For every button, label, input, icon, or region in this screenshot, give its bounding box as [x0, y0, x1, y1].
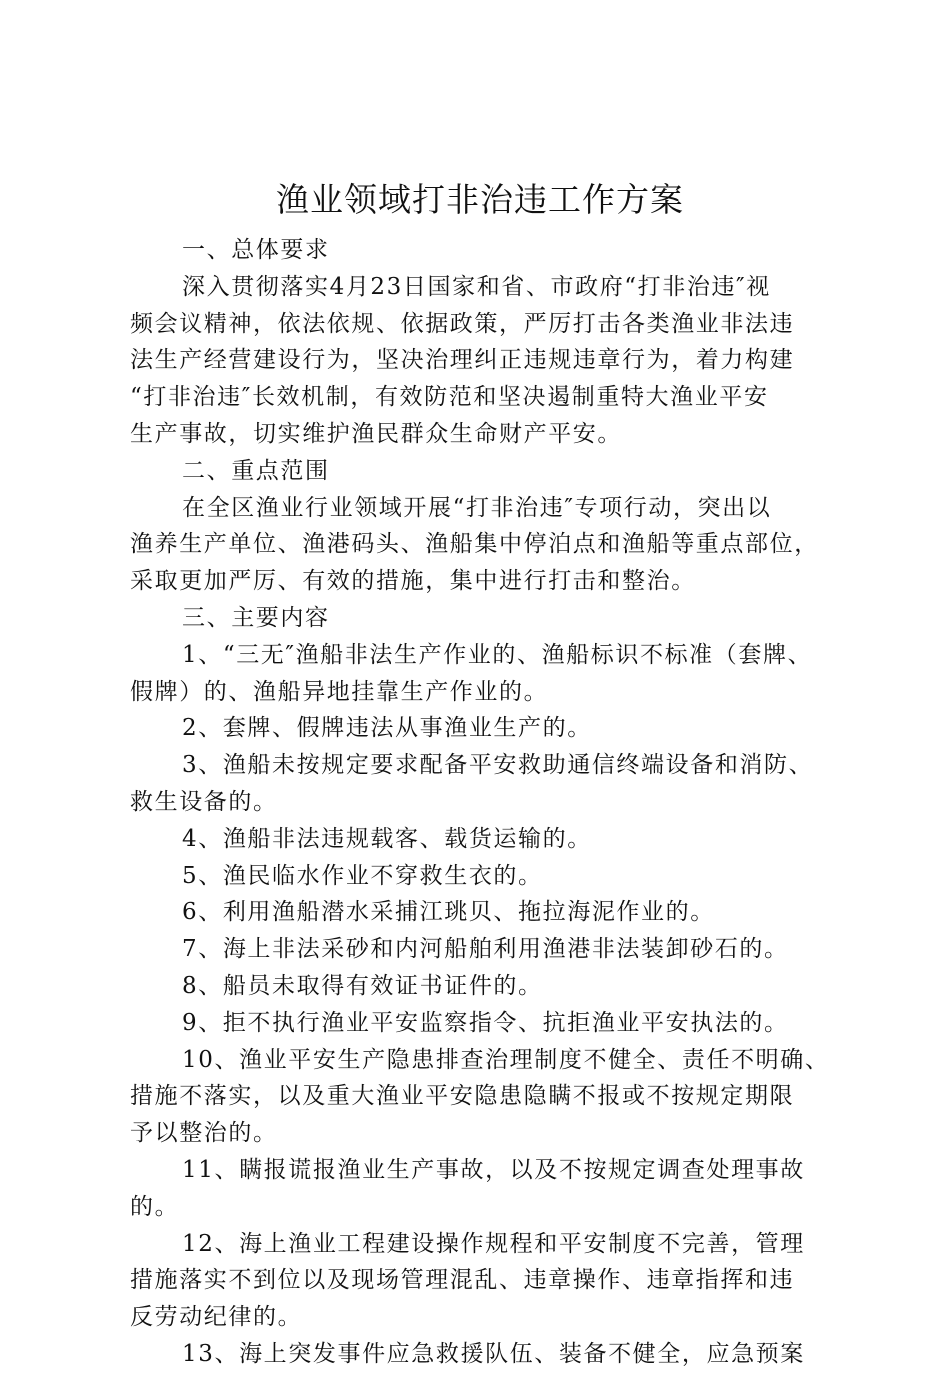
body-line: 二、重点范围	[182, 457, 330, 484]
body-line: 13、海上突发事件应急救援队伍、装备不健全，应急预案	[182, 1340, 805, 1367]
body-line: 生产事故，切实维护渔民群众生命财产平安。	[130, 420, 622, 447]
document-body	[130, 232, 830, 1373]
body-line: 措施不落实，以及重大渔业平安隐患隐瞒不报或不按规定期限	[130, 1083, 795, 1110]
body-line: 采取更加严厉、有效的措施，集中进行打击和整治。	[130, 568, 696, 595]
body-line: 法生产经营建设行为，坚决治理纠正违规违章行为，着力构建	[130, 347, 795, 374]
body-line: 救生设备的。	[130, 788, 278, 815]
document-title: 渔业领域打非治违工作方案	[276, 180, 684, 219]
body-line: 措施落实不到位以及现场管理混乱、违章操作、违章指挥和违	[130, 1267, 795, 1294]
body-line: 2、套牌、假牌违法从事渔业生产的。	[182, 715, 592, 742]
body-line: 反劳动纪律的。	[130, 1304, 303, 1331]
body-line: 一、总体要求	[182, 237, 330, 263]
body-line: 在全区渔业行业领域开展“打非治违″专项行动，突出以	[182, 494, 772, 521]
body-line: 的。	[130, 1193, 180, 1220]
body-line: 1、“三无″渔船非法生产作业的、渔船标识不标准（套牌、	[182, 641, 813, 668]
body-line: 5、渔民临水作业不穿救生衣的。	[182, 862, 543, 889]
body-line: 频会议精神，依法依规、依据政策，严厉打击各类渔业非法违	[130, 310, 795, 337]
body-line: 3、渔船未按规定要求配备平安救助通信终端设备和消防、	[182, 752, 814, 779]
body-line: 10、渔业平安生产隐患排查治理制度不健全、责任不明确、	[182, 1046, 830, 1073]
body-line: 三、主要内容	[182, 604, 330, 631]
body-line: 12、海上渔业工程建设操作规程和平安制度不完善，管理	[182, 1230, 805, 1257]
body-line: 8、船员未取得有效证书证件的。	[182, 972, 543, 999]
body-line: “打非治违″长效机制，有效防范和坚决遏制重特大渔业平安	[130, 384, 769, 411]
body-line: 假牌）的、渔船异地挂靠生产作业的。	[130, 678, 549, 705]
body-line: 渔养生产单位、渔港码头、渔船集中停泊点和渔船等重点部位，	[130, 531, 819, 558]
body-line: 深入贯彻落实4月23日国家和省、市政府“打非治违″视	[182, 273, 771, 300]
body-line: 11、瞒报谎报渔业生产事故，以及不按规定调查处理事故	[182, 1156, 805, 1183]
body-line: 4、渔船非法违规载客、载货运输的。	[182, 825, 592, 852]
body-line: 9、拒不执行渔业平安监察指令、抗拒渔业平安执法的。	[182, 1009, 789, 1036]
body-line: 予以整治的。	[130, 1120, 278, 1147]
body-line: 6、利用渔船潜水采捕江珧贝、拖拉海泥作业的。	[182, 899, 715, 926]
body-line: 7、海上非法采砂和内河船舶利用渔港非法装卸砂石的。	[182, 936, 789, 963]
